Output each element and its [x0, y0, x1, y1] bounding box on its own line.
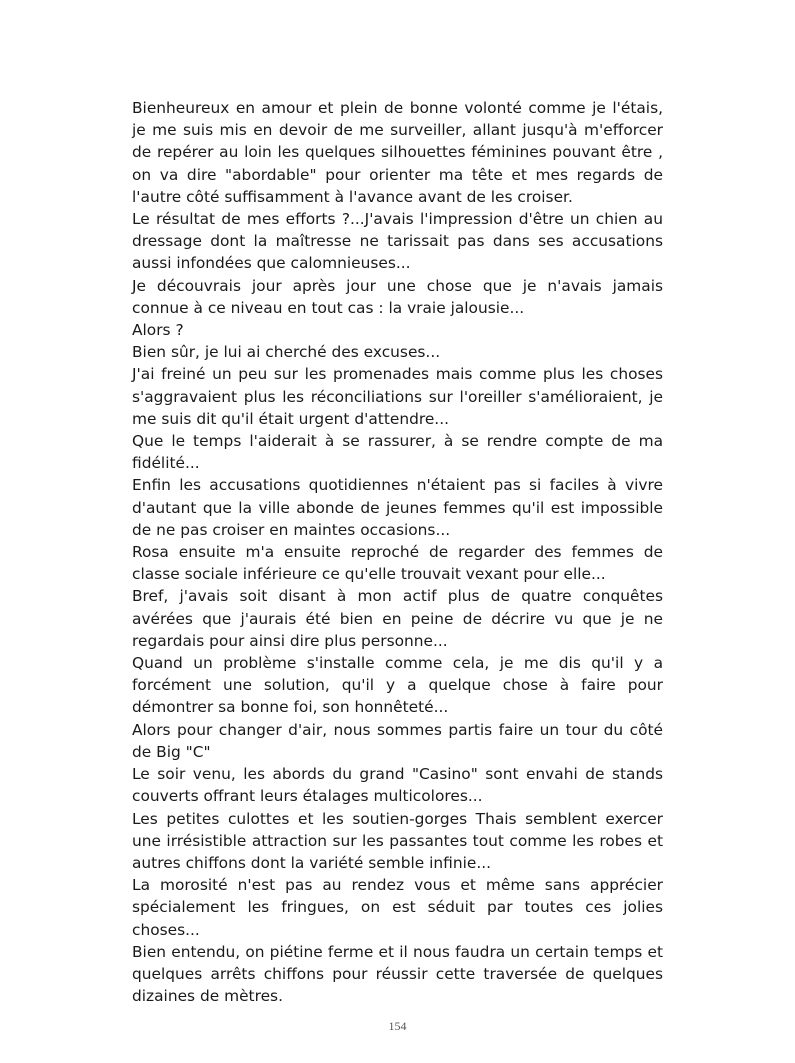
- body-text: [132, 97, 663, 1007]
- paragraph: Le résultat de mes efforts ?...J'avais l'impression d'être un chien au dressage dont la maîtresse ne tarissait pas dans ses accusations aussi infondées que calomnieuses...: [132, 210, 663, 273]
- paragraph: Alors pour changer d'air, nous sommes partis faire un tour du côté de Big "C": [132, 720, 663, 761]
- paragraph: J'ai freiné un peu sur les promenades mais comme plus les choses s'aggravaient plus les réconciliations sur l'oreiller s'amélioraient, je me suis dit qu'il était urgent d'attendre...: [132, 365, 663, 428]
- paragraph: Bien sûr, je lui ai cherché des excuses...: [132, 343, 441, 362]
- paragraph: Quand un problème s'installe comme cela, je me dis qu'il y a forcément une solution, qu'il y a quelque chose à faire pour démontrer sa bonne foi, son honnêteté...: [132, 654, 663, 717]
- paragraph: Que le temps l'aiderait à se rassurer, à se rendre compte de ma fidélité...: [132, 432, 663, 473]
- paragraph: Rosa ensuite m'a ensuite reproché de regarder des femmes de classe sociale inférieure ce qu'elle trouvait vexant pour elle...: [132, 543, 663, 584]
- paragraph: Bref, j'avais soit disant à mon actif plus de quatre conquêtes avérées que j'aurais été bien en peine de décrire vu que je ne regardais pour ainsi dire plus personne...: [132, 587, 663, 650]
- paragraph: Les petites culottes et les soutien-gorges Thais semblent exercer une irrésistible attraction sur les passantes tout comme les robes et autres chiffons dont la variété semble infinie...: [132, 809, 663, 872]
- paragraph: Bien entendu, on piétine ferme et il nous faudra un certain temps et quelques arrêts chiffons pour réussir cette traversée de quelques dizaines de mètres.: [132, 942, 663, 1006]
- paragraph: Je découvrais jour après jour une chose que je n'avais jamais connue à ce niveau en tout cas : la vraie jalousie...: [132, 276, 663, 317]
- page-number: 154: [388, 1019, 407, 1033]
- paragraph: La morosité n'est pas au rendez vous et même sans apprécier spécialement les fringues, on est séduit par toutes ces jolies choses...: [132, 876, 663, 939]
- paragraph: Alors ?: [132, 321, 184, 340]
- paragraph: Le soir venu, les abords du grand "Casino" sont envahi de stands couverts offrant leurs étalages multicolores...: [132, 765, 663, 806]
- paragraph: Bienheureux en amour et plein de bonne volonté comme je l'étais, je me suis mis en devoir de me surveiller, allant jusqu'à m'efforcer de repérer au loin les quelques silhouettes féminines pouvant être , on va dire "abordable" pour orienter ma tête et mes regards de l'autre côté suffisamment à l'avance avant de les croiser.: [132, 99, 663, 206]
- paragraph: Enfin les accusations quotidiennes n'étaient pas si faciles à vivre d'autant que la ville abonde de jeunes femmes qu'il est impossible de ne pas croiser en maintes occasions...: [132, 476, 663, 539]
